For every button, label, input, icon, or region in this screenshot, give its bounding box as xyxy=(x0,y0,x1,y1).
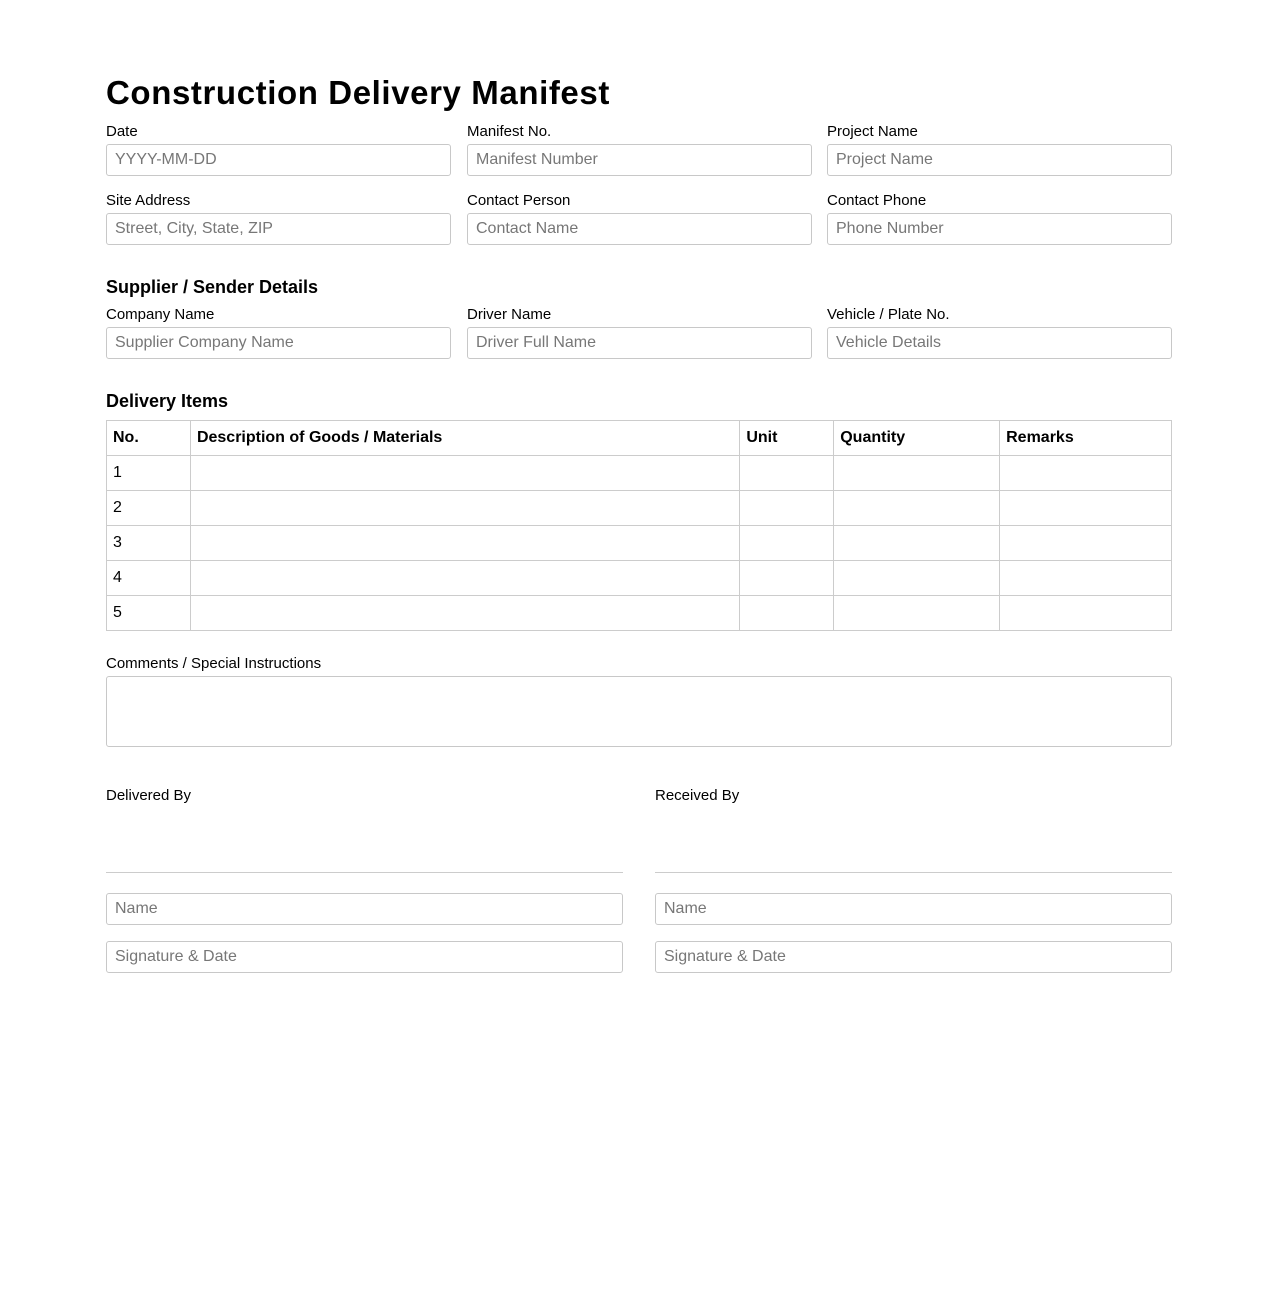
remarks-cell[interactable] xyxy=(1000,456,1172,491)
page-title: Construction Delivery Manifest xyxy=(106,74,610,111)
unit-cell[interactable] xyxy=(740,596,834,631)
quantity-cell[interactable] xyxy=(834,561,1000,596)
table-row xyxy=(107,596,1172,631)
col-description: Description of Goods / Materials xyxy=(190,421,739,456)
delivery-items-table xyxy=(106,420,1172,631)
remarks-cell[interactable] xyxy=(1000,491,1172,526)
row-number: 4 xyxy=(107,561,191,596)
row-number: 5 xyxy=(107,596,191,631)
field-input[interactable]: Contact Name xyxy=(467,213,812,245)
remarks-cell[interactable] xyxy=(1000,526,1172,561)
supplier-field-input[interactable]: Supplier Company Name xyxy=(106,327,451,359)
row-number: 2 xyxy=(107,491,191,526)
signoff-signature-input[interactable]: Signature & Date xyxy=(106,941,623,973)
quantity-cell[interactable] xyxy=(834,596,1000,631)
row-number: 3 xyxy=(107,526,191,561)
table-row xyxy=(107,456,1172,491)
supplier-field-label: Driver Name xyxy=(467,306,552,323)
field-input[interactable]: Street, City, State, ZIP xyxy=(106,213,451,245)
description-cell[interactable] xyxy=(190,491,739,526)
col-remarks: Remarks xyxy=(1000,421,1172,456)
signoff-name-input[interactable]: Name xyxy=(106,893,623,925)
field-label: Manifest No. xyxy=(467,123,552,140)
description-cell[interactable] xyxy=(190,596,739,631)
supplier-field-label: Company Name xyxy=(106,306,215,323)
description-cell[interactable] xyxy=(190,456,739,491)
signoff-label: Received By xyxy=(655,787,740,804)
comments-textarea[interactable] xyxy=(106,676,1172,747)
field-label: Contact Person xyxy=(467,192,571,209)
supplier-heading: Supplier / Sender Details xyxy=(106,277,319,297)
row-number: 1 xyxy=(107,456,191,491)
supplier-field-input[interactable]: Driver Full Name xyxy=(467,327,812,359)
field-label: Contact Phone xyxy=(827,192,927,209)
quantity-cell[interactable] xyxy=(834,456,1000,491)
table-row xyxy=(107,561,1172,596)
table-row xyxy=(107,491,1172,526)
field-input[interactable]: Project Name xyxy=(827,144,1172,176)
field-label: Project Name xyxy=(827,123,918,140)
table-header-row xyxy=(107,421,1172,456)
remarks-cell[interactable] xyxy=(1000,596,1172,631)
field-label: Site Address xyxy=(106,192,191,209)
field-input[interactable]: Manifest Number xyxy=(467,144,812,176)
signature-line xyxy=(106,872,623,873)
col-quantity: Quantity xyxy=(834,421,1000,456)
unit-cell[interactable] xyxy=(740,561,834,596)
signature-line xyxy=(655,872,1172,873)
field-input[interactable]: YYYY-MM-DD xyxy=(106,144,451,176)
field-label: Date xyxy=(106,123,138,140)
col-unit: Unit xyxy=(740,421,834,456)
comments-label: Comments / Special Instructions xyxy=(106,655,322,672)
description-cell[interactable] xyxy=(190,561,739,596)
unit-cell[interactable] xyxy=(740,491,834,526)
signoff-label: Delivered By xyxy=(106,787,192,804)
unit-cell[interactable] xyxy=(740,456,834,491)
description-cell[interactable] xyxy=(190,526,739,561)
table-row xyxy=(107,526,1172,561)
signoff-name-input[interactable]: Name xyxy=(655,893,1172,925)
supplier-field-input[interactable]: Vehicle Details xyxy=(827,327,1172,359)
remarks-cell[interactable] xyxy=(1000,561,1172,596)
items-heading: Delivery Items xyxy=(106,391,229,411)
quantity-cell[interactable] xyxy=(834,491,1000,526)
col-no: No. xyxy=(107,421,191,456)
supplier-field-label: Vehicle / Plate No. xyxy=(827,306,950,323)
field-input[interactable]: Phone Number xyxy=(827,213,1172,245)
signoff-signature-input[interactable]: Signature & Date xyxy=(655,941,1172,973)
unit-cell[interactable] xyxy=(740,526,834,561)
quantity-cell[interactable] xyxy=(834,526,1000,561)
